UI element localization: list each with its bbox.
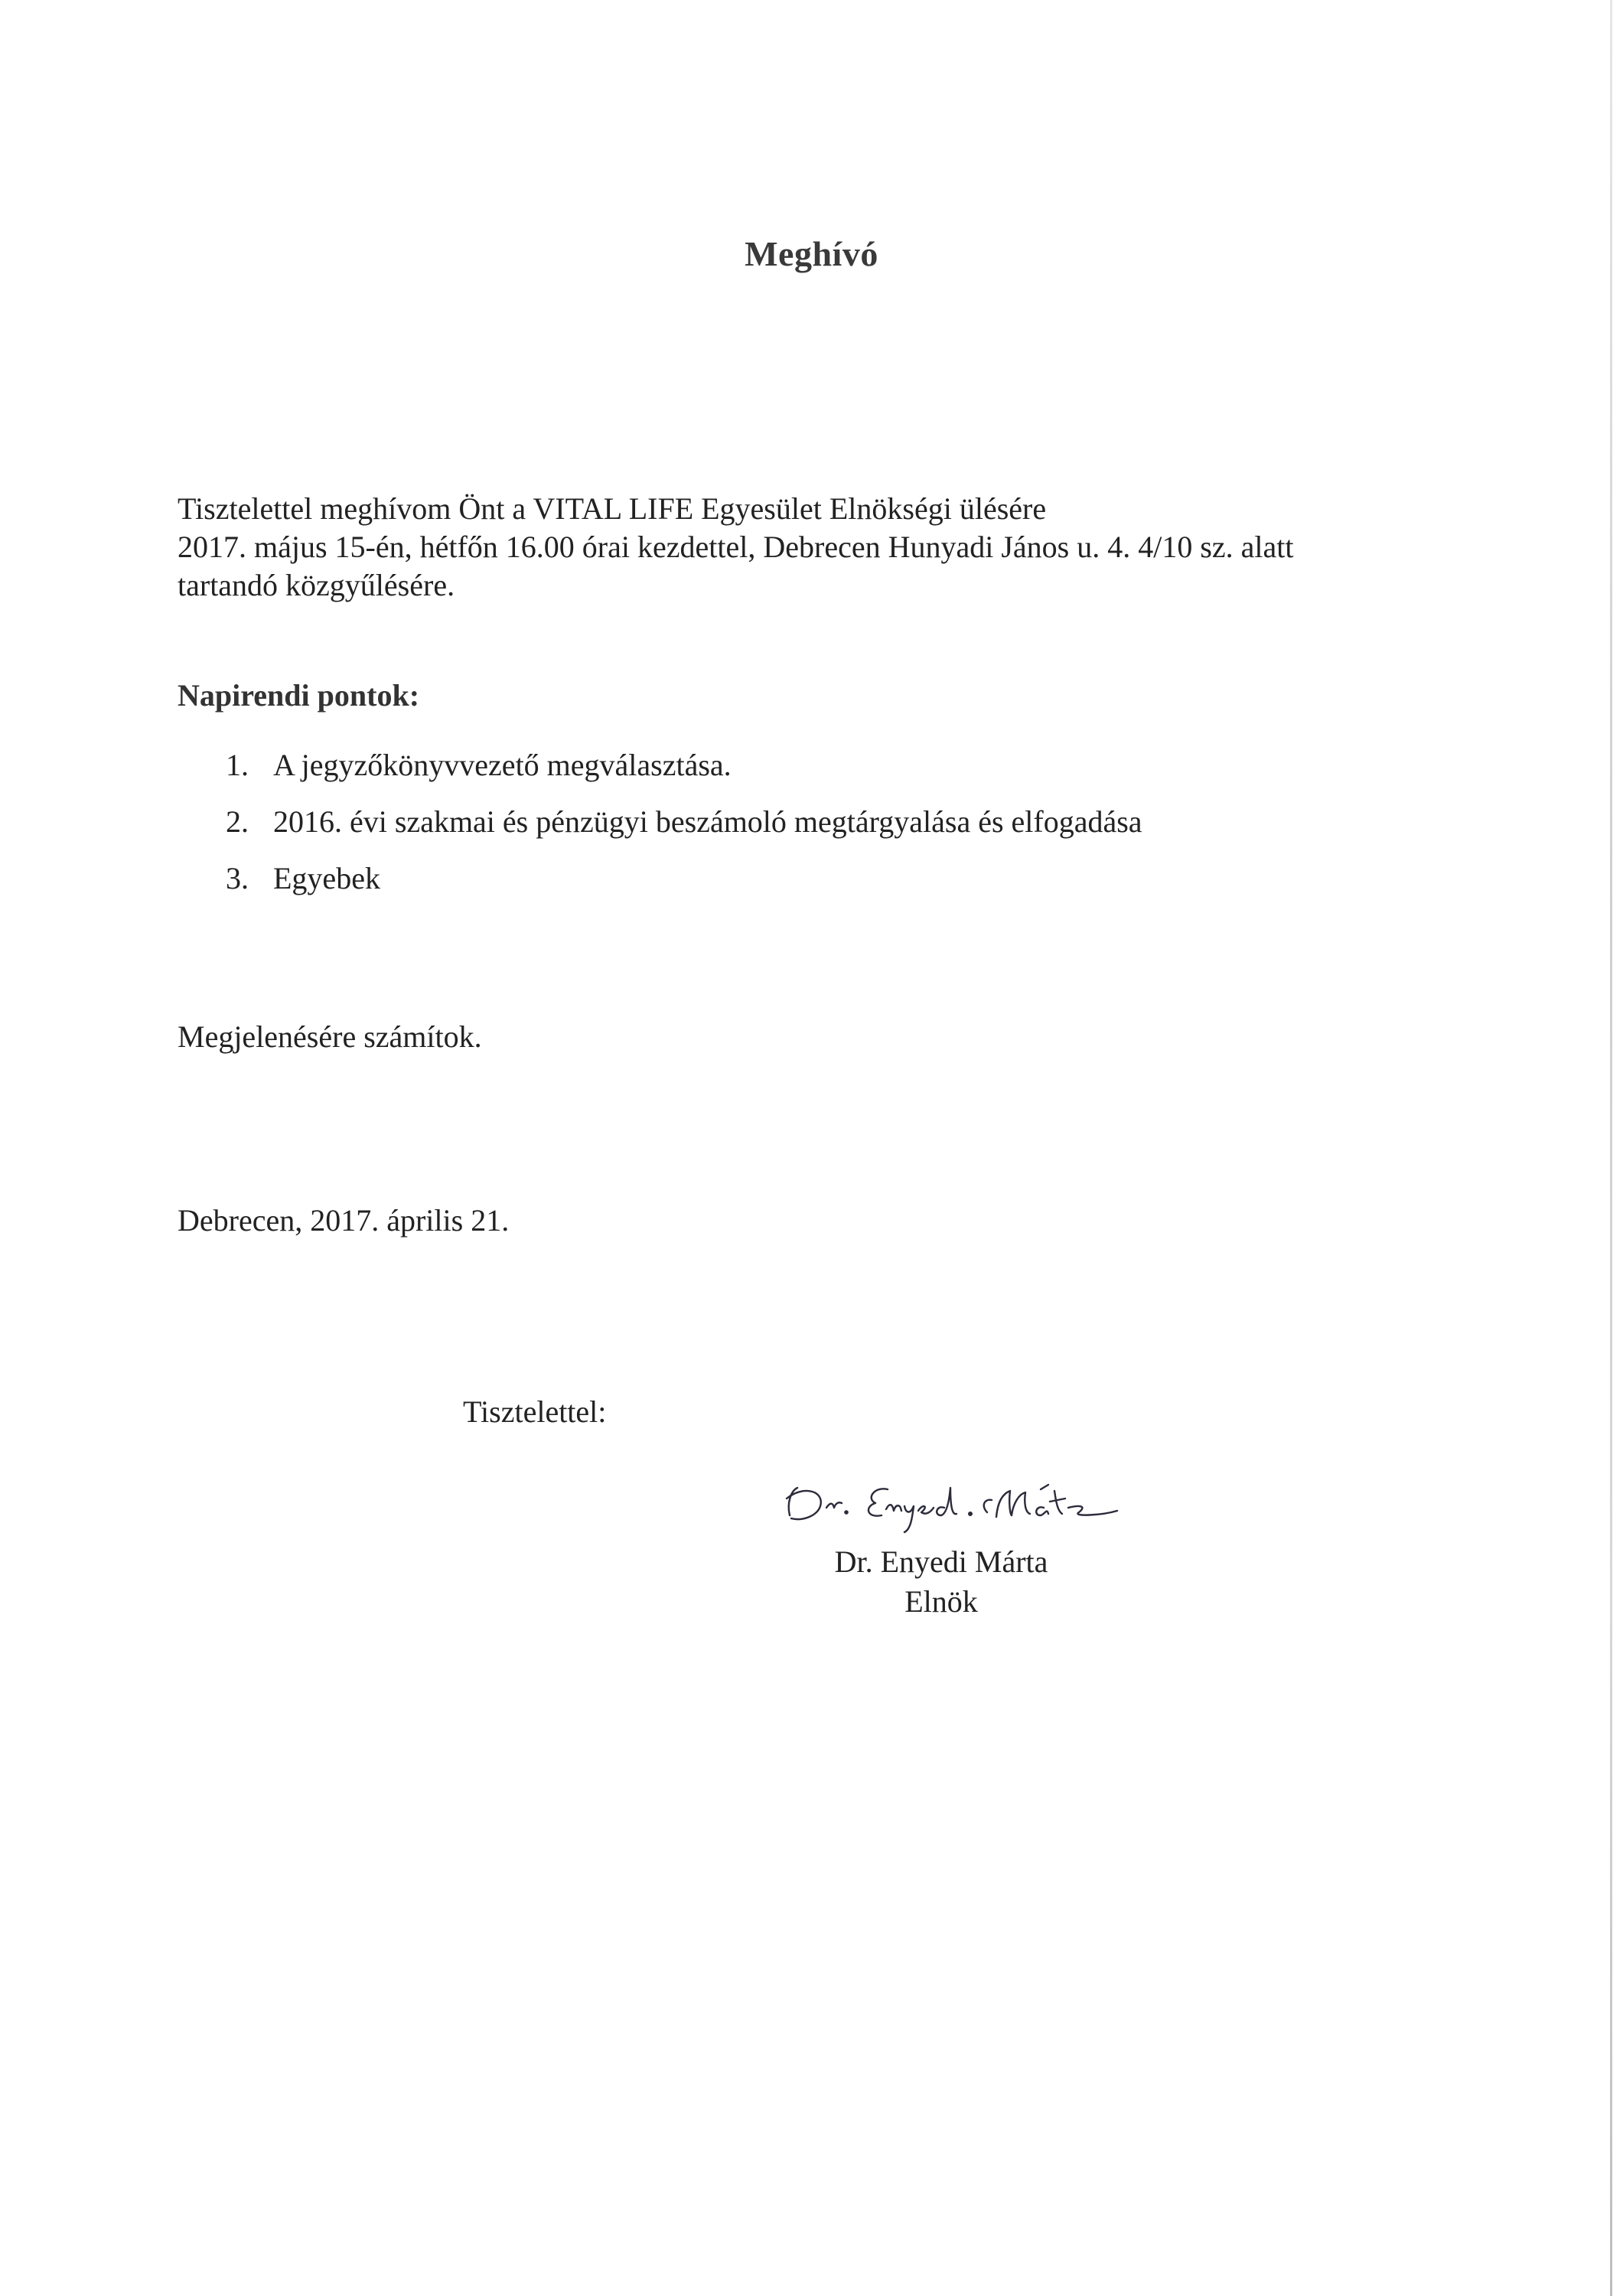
intro-line: tartandó közgyűlésére. xyxy=(178,568,455,602)
agenda-item xyxy=(226,803,1142,859)
intro-line: 2017. május 15-én, hétfőn 16.00 órai kezdettel, Debrecen Hunyadi János u. 4. 4/10 sz. alatt xyxy=(178,530,1294,564)
regards-line: Tisztelettel: xyxy=(463,1394,607,1429)
agenda-list xyxy=(226,746,1142,916)
place-and-date: Debrecen, 2017. április 21. xyxy=(178,1203,510,1238)
agenda-item-number: 3. xyxy=(226,861,249,895)
signer-role: Elnök xyxy=(904,1584,978,1619)
intro-paragraph xyxy=(178,490,1294,605)
closing-sentence: Megjelenésére számítok. xyxy=(178,1019,482,1054)
handwritten-signature xyxy=(781,1468,1140,1537)
scan-edge xyxy=(1610,0,1612,2296)
agenda-item xyxy=(226,746,1142,803)
agenda-item-number: 1. xyxy=(226,748,249,782)
document-title: Meghívó xyxy=(745,234,878,273)
agenda-item-text: Egyebek xyxy=(273,861,380,895)
intro-line: Tisztelettel meghívom Önt a VITAL LIFE Egyesület Elnökségi ülésére xyxy=(178,491,1047,526)
agenda-heading: Napirendi pontok: xyxy=(178,678,420,713)
agenda-item-number: 2. xyxy=(226,804,249,839)
signer-name: Dr. Enyedi Márta xyxy=(834,1544,1048,1579)
agenda-item-text: A jegyzőkönyvvezető megválasztása. xyxy=(273,748,732,782)
agenda-item xyxy=(226,859,1142,916)
agenda-item-text: 2016. évi szakmai és pénzügyi beszámoló megtárgyalása és elfogadása xyxy=(273,804,1142,839)
